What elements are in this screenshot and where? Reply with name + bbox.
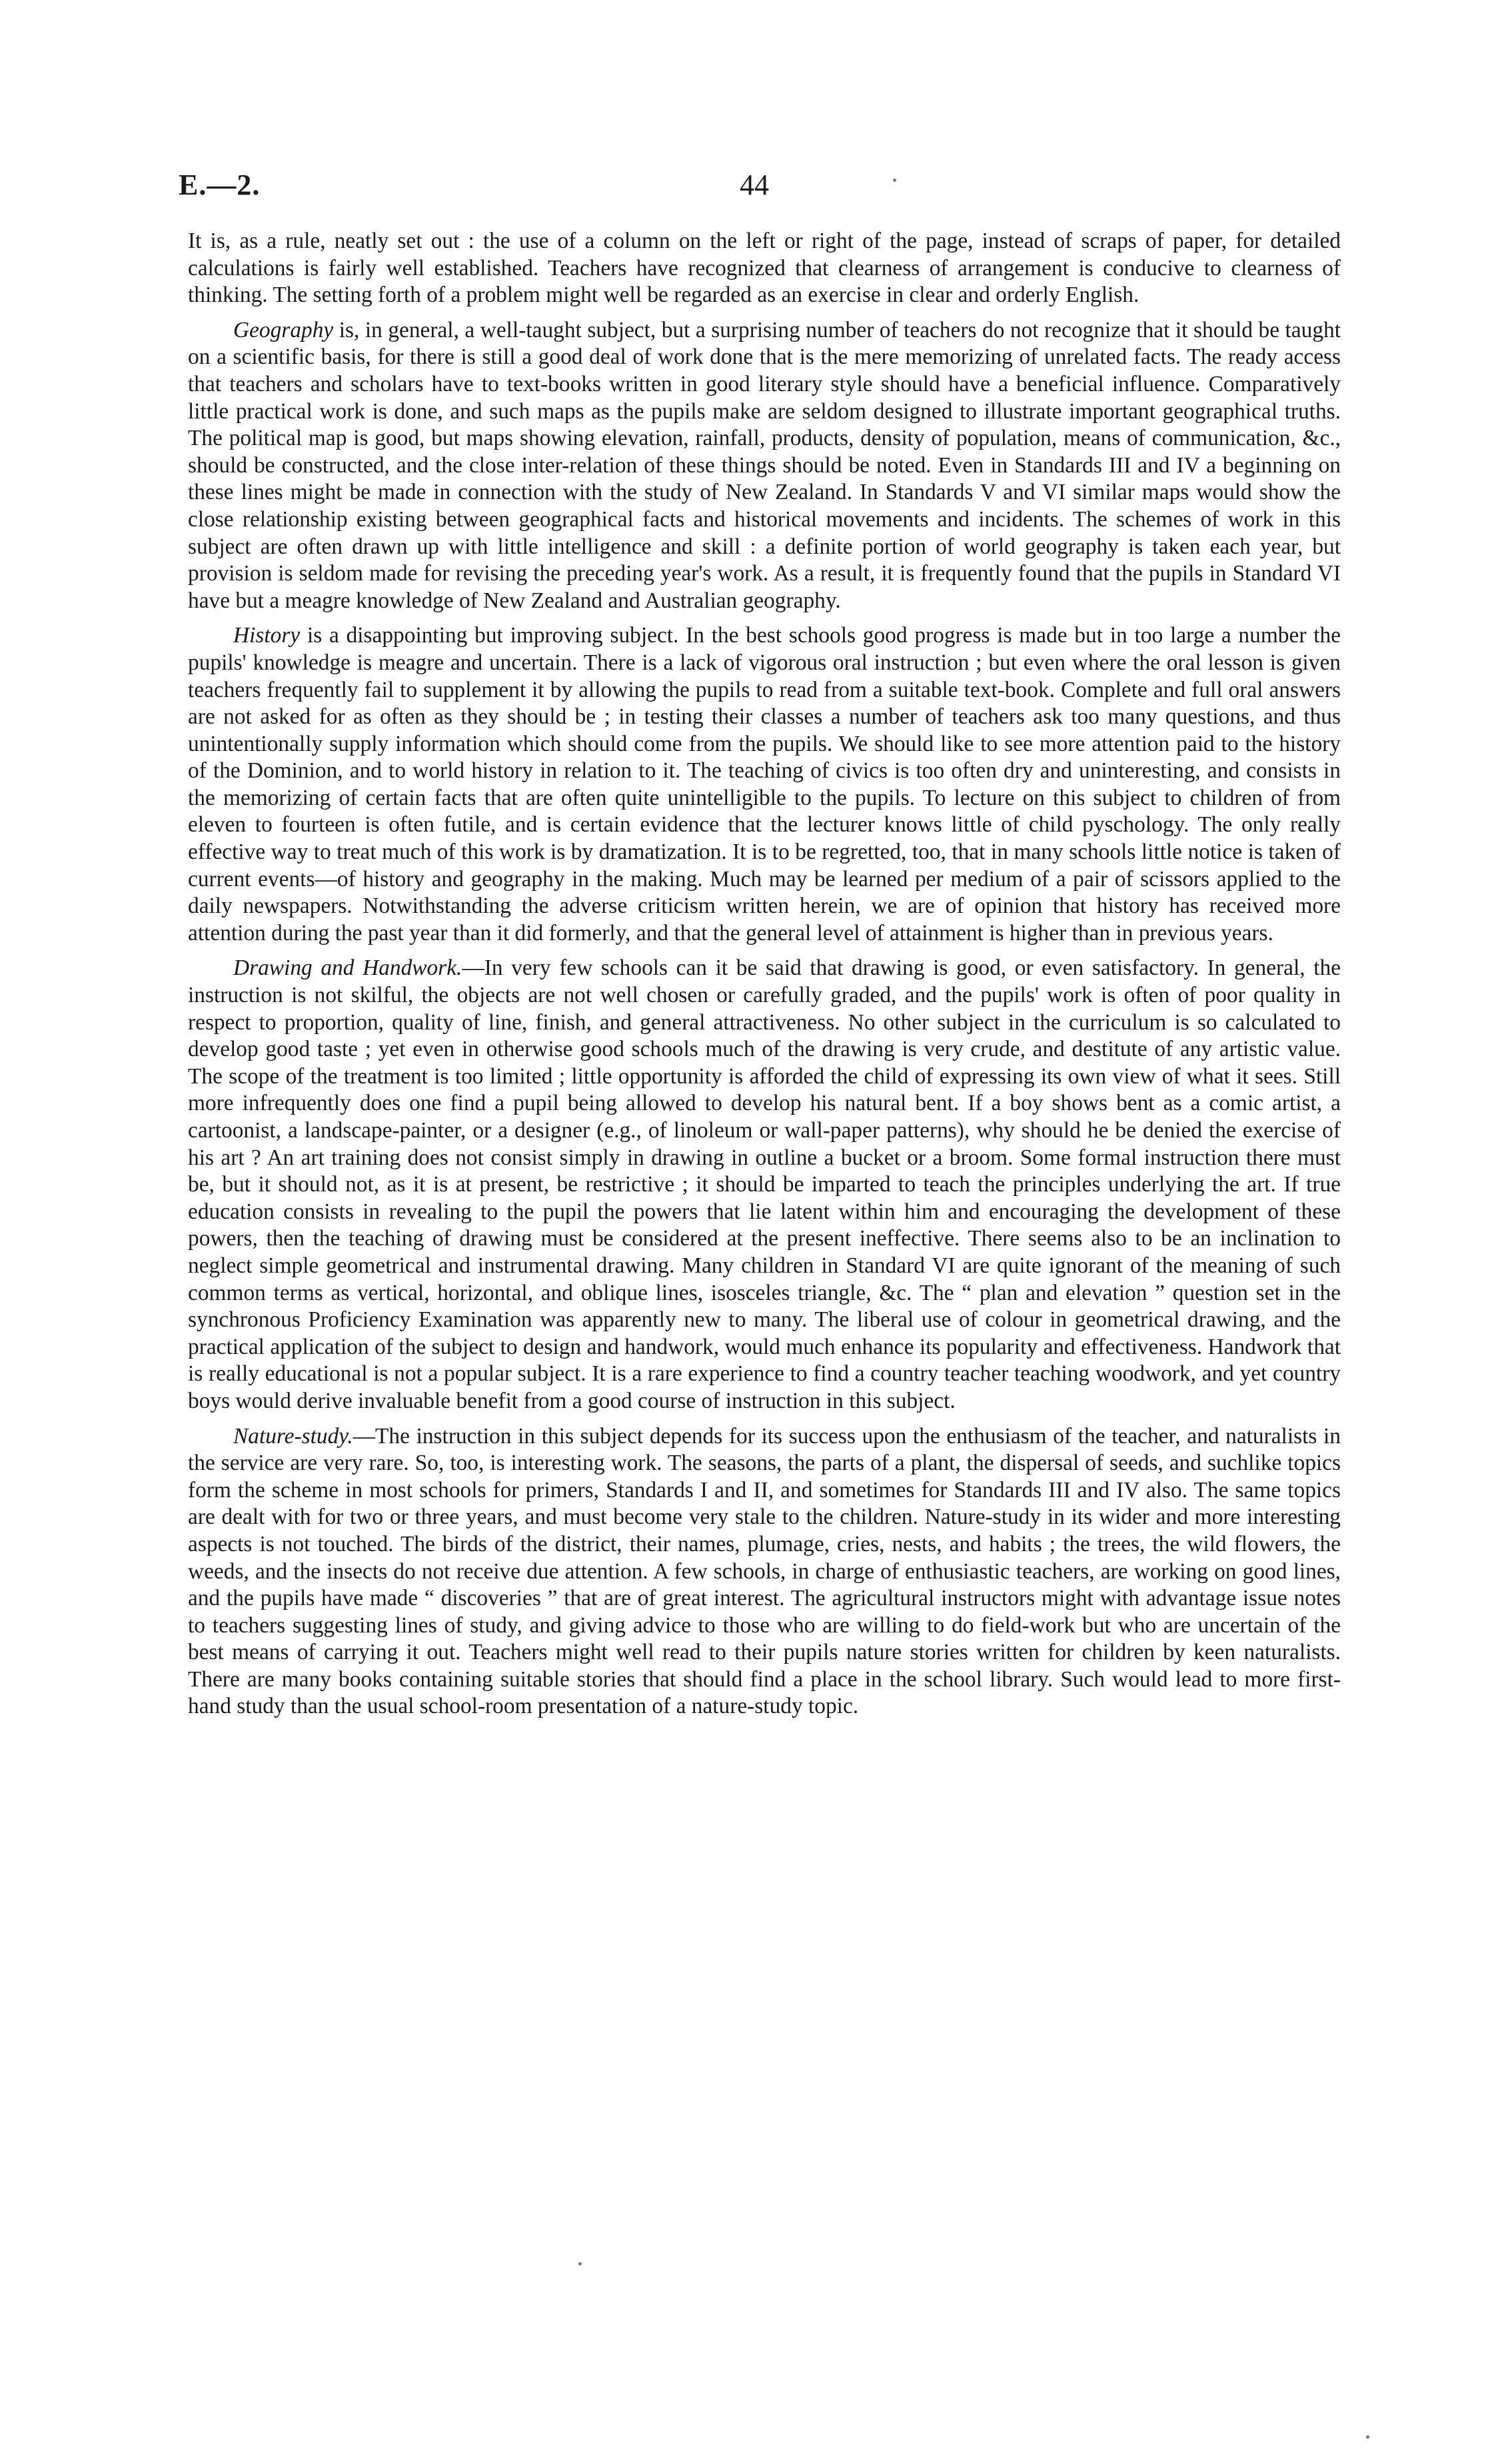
- paragraph-text: It is, as a rule, neatly set out : the use of a column on the left or right of the page, instead of scraps of paper, for detailed calculations is fairly well established. Teachers have recognized that clearness of arrangement is conducive to clearness of thinking. The setting forth of a problem might well be regarded as an exercise in clear and orderly English.: [188, 229, 1341, 308]
- scan-speck: [578, 2262, 582, 2265]
- section-lead-history: History: [233, 623, 301, 648]
- section-lead-nature-study: Nature-study.: [233, 1423, 353, 1449]
- paragraph-text: —In very few schools can it be said that drawing is good, or even satisfactory. In general, the instruction is not skilful, the objects are not well chosen or carefully graded, and the pupils' work is often of poor quality in respect to proportion, quality of line, finish, and general attractiveness. No other subject in the curriculum is so calculated to develop good taste ; yet even in otherwise good schools much of the drawing is very crude, and destitute of any artistic value. The scope of the treatment is too limited ; little opportunity is afforded the child of expressing its own view of what it sees. Still more infrequently does one find a pupil being allowed to develop his natural bent. If a boy shows bent as a comic artist, a cartoonist, a landscape-painter, or a designer (e.g., of linoleum or wall-paper patterns), why should he be denied the exercise of his art ? An art training does not consist simply in drawing in outline a bucket or a broom. Some formal instruction there must be, but it should not, as it is at present, be restrictive ; it should be imparted to teach the principles underlying the art. If true education consists in revealing to the pupil the powers that lie latent within him and encouraging the development of these powers, then the teaching of drawing must be considered at the present ineffective. There seems also to be an inclination to neglect simple geometrical and instrumental drawing. Many children in Standard VI are quite ignorant of the meaning of such common terms as vertical, horizontal, and oblique lines, isosceles triangle, &c. The “ plan and elevation ” question set in the synchronous Proficiency Examination was apparently new to many. The liberal use of colour in geometrical drawing, and the practical application of the subject to design and handwork, would much enhance its popularity and effectiveness. Handwork that is really educational is not a popular subject. It is a rare experience to find a country teacher teaching woodwork, and yet country boys would derive invaluable benefit from a good course of instruction in this subject.: [188, 955, 1341, 1413]
- page-number: 44: [740, 169, 769, 201]
- paragraph-history: [188, 622, 1341, 947]
- paragraph-nature-study: [188, 1423, 1341, 1721]
- report-code: E.—2.: [179, 169, 261, 201]
- paragraph-text: is, in general, a well-taught subject, but a surprising number of teachers do not recognize that it should be taught on a scientific basis, for there is still a good deal of work done that is the mere memorizing of unrelated facts. The ready access that teachers and scholars have to text-books written in good literary style should have a beneficial influence. Comparatively little practical work is done, and such maps as the pupils make are seldom designed to illustrate important geographical truths. The political map is good, but maps showing elevation, rainfall, products, density of population, means of communication, &c., should be constructed, and the close inter-relation of these things should be noted. Even in Standards III and IV a beginning on these lines might be made in connection with the study of New Zealand. In Standards V and VI similar maps would show the close relationship existing between geographical facts and historical movements and incidents. The schemes of work in this subject are often drawn up with little intelligence and skill : a definite portion of world geography is taken each year, but provision is seldom made for revising the preceding year's work. As a result, it is frequently found that the pupils in Standard VI have but a meagre knowledge of New Zealand and Australian geography.: [188, 317, 1341, 613]
- section-lead-geography: Geography: [233, 317, 334, 342]
- scan-speck: [893, 179, 896, 182]
- paragraph-drawing-handwork: [188, 955, 1341, 1415]
- paragraph-text: —The instruction in this subject depends for its success upon the enthusiasm of the teacher, and naturalists in the service are very rare. So, too, is interesting work. The seasons, the parts of a plant, the dispersal of seeds, and suchlike topics form the scheme in most schools for primers, Standards I and II, and sometimes for Standards III and IV also. The same topics are dealt with for two or three years, and must become very stale to the children. Nature-study in its wider and more interesting aspects is not touched. The birds of the district, their names, plumage, cries, nests, and habits ; the trees, the wild flowers, the weeds, and the insects do not receive due attention. A few schools, in charge of enthusiastic teachers, are working on good lines, and the pupils have made “ discoveries ” that are of great interest. The agricultural instructors might with advantage issue notes to teachers suggesting lines of study, and giving advice to those who are willing to do field-work but who are uncertain of the best means of carrying it out. Teachers might well read to their pupils nature stories written for children by keen naturalists. There are many books containing suitable stories that should find a place in the school library. Such would lead to more first-hand study than the usual school-room presentation of a nature-study topic.: [188, 1423, 1341, 1719]
- section-lead-drawing-handwork: Drawing and Handwork.: [233, 955, 462, 981]
- paragraph-geography: [188, 317, 1341, 615]
- body-text: [188, 228, 1341, 1728]
- scan-speck: [1366, 2435, 1369, 2439]
- paragraph-arithmetic-continued: [188, 228, 1341, 309]
- paragraph-text: is a disappointing but improving subject. In the best schools good progress is made but in too large a number the pupils' knowledge is meagre and uncertain. There is a lack of vigorous oral instruction ; but even where the oral lesson is given teachers frequently fail to supplement it by allowing the pupils to read from a suitable text-book. Complete and full oral answers are not asked for as often as they should be ; in testing their classes a number of teachers ask too many questions, and thus unintentionally supply information which should come from the pupils. We should like to see more attention paid to the history of the Dominion, and to world history in relation to it. The teaching of civics is too often dry and uninteresting, and consists in the memorizing of certain facts that are often quite unintelligible to the pupils. To lecture on this subject to children of from eleven to fourteen is often futile, and is certain evidence that the lecturer knows little of child pyschology. The only really effective way to treat much of this work is by dramatization. It is to be regretted, too, that in many schools little notice is taken of current events—of history and geography in the making. Much may be learned per medium of a pair of scissors applied to the daily newspapers. Notwithstanding the adverse criticism written herein, we are of opinion that history has received more attention during the past year than it did formerly, and that the general level of attainment is higher than in previous years.: [188, 623, 1341, 945]
